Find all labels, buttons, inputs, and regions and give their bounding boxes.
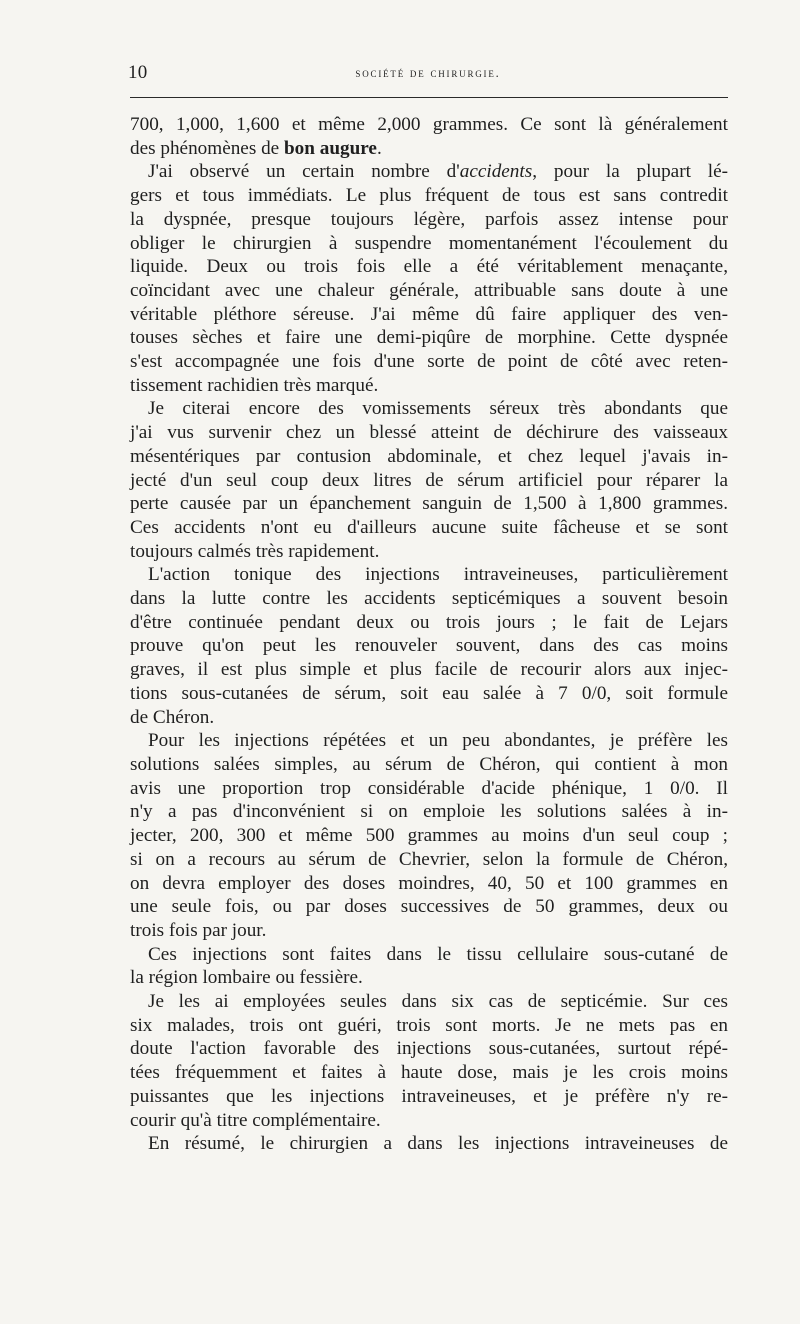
text-line: doute l'action favorable des injections sous-cutanées, surtout répé- <box>130 1038 728 1060</box>
text-line: jecter, 200, 300 et même 500 grammes au moins d'un seul coup ; <box>130 825 728 847</box>
text-line: trois fois par jour. <box>130 919 267 941</box>
text-line: n'y a pas d'inconvénient si on emploie les solutions salées à in- <box>130 801 728 823</box>
text-line: liquide. Deux ou trois fois elle a été véritablement menaçante, <box>130 256 728 278</box>
text-line: tions sous-cutanées de sérum, soit eau salée à 7 0/0, soit formule <box>130 682 728 704</box>
text-line: puissantes que les injections intraveineuses, et je préfère n'y re- <box>130 1085 728 1107</box>
text-line: J'ai observé un certain nombre d'accidents, pour la plupart lé- <box>148 161 728 183</box>
text-line: des phénomènes de bon augure. <box>130 137 382 159</box>
text-line: Je citerai encore des vomissements séreux très abondants que <box>148 398 728 420</box>
text-line: une seule fois, ou par doses successives de 50 grammes, deux ou <box>130 896 728 918</box>
text-line: obliger le chirurgien à suspendre momentanément l'écoulement du <box>130 232 728 254</box>
header-rule <box>130 97 728 98</box>
text-line: prouve qu'on peut les renouveler souvent, dans des cas moins <box>130 635 728 657</box>
text-line: tissement rachidien très marqué. <box>130 374 379 396</box>
text-line: coïncidant avec une chaleur générale, attribuable sans doute à une <box>130 279 728 301</box>
text-line: dans la lutte contre les accidents septicémiques a souvent besoin <box>130 588 728 610</box>
text-line: touses sèches et faire une demi-piqûre de morphine. Cette dyspnée <box>130 327 728 349</box>
text-line: tées fréquemment et faites à haute dose, mais je les crois moins <box>130 1062 728 1084</box>
text-line: Ces accidents n'ont eu d'ailleurs aucune suite fâcheuse et se sont <box>130 516 728 538</box>
text-line: de Chéron. <box>130 706 215 728</box>
text-line: solutions salées simples, au sérum de Chéron, qui contient à mon <box>130 753 728 775</box>
text-line: avis une proportion trop considérable d'acide phénique, 1 0/0. Il <box>130 777 728 799</box>
text-line: En résumé, le chirurgien a dans les injections intraveineuses de <box>148 1133 728 1155</box>
text-line: perte causée par un épanchement sanguin de 1,500 à 1,800 grammes. <box>130 493 728 515</box>
text-line: courir qu'à titre complémentaire. <box>130 1109 381 1131</box>
text-line: la dyspnée, presque toujours légère, parfois assez intense pour <box>130 208 728 230</box>
text-line: graves, il est plus simple et plus facile de recourir alors aux injec- <box>130 659 728 681</box>
text-line: six malades, trois ont guéri, trois sont morts. Je ne mets pas en <box>130 1014 728 1036</box>
text-line: on devra employer des doses moindres, 40, 50 et 100 grammes en <box>130 872 728 894</box>
running-title: société de chirurgie. <box>355 66 501 80</box>
text-line: s'est accompagnée une fois d'une sorte de point de côté avec reten- <box>130 351 728 373</box>
text-line: toujours calmés très rapidement. <box>130 540 380 562</box>
text-line: mésentériques par contusion abdominale, et chez lequel j'avais in- <box>130 445 728 467</box>
text-line: gers et tous immédiats. Le plus fréquent de tous est sans contredit <box>130 185 728 207</box>
text-line: j'ai vus survenir chez un blessé atteint de déchirure des vaisseaux <box>130 422 728 444</box>
text-line: si on a recours au sérum de Chevrier, selon la formule de Chéron, <box>130 848 728 870</box>
text-line: 700, 1,000, 1,600 et même 2,000 grammes. Ce sont là généralement <box>130 114 728 135</box>
text-line: Je les ai employées seules dans six cas de septicémie. Sur ces <box>148 991 728 1013</box>
page-number: 10 <box>128 62 148 83</box>
text-line: la région lombaire ou fessière. <box>130 967 363 989</box>
text-line: d'être continuée pendant deux ou trois jours ; le fait de Lejars <box>130 611 728 633</box>
page-header <box>128 60 728 90</box>
text-line: jecté d'un seul coup deux litres de sérum artificiel pour réparer la <box>130 469 728 491</box>
text-line: Ces injections sont faites dans le tissu cellulaire sous-cutané de <box>148 943 728 965</box>
text-line: véritable pléthore séreuse. J'ai même dû faire appliquer des ven- <box>130 303 728 325</box>
text-line: Pour les injections répétées et un peu abondantes, je préfère les <box>148 730 728 752</box>
text-line: L'action tonique des injections intraveineuses, particulièrement <box>148 564 728 586</box>
body-text <box>130 113 728 1156</box>
